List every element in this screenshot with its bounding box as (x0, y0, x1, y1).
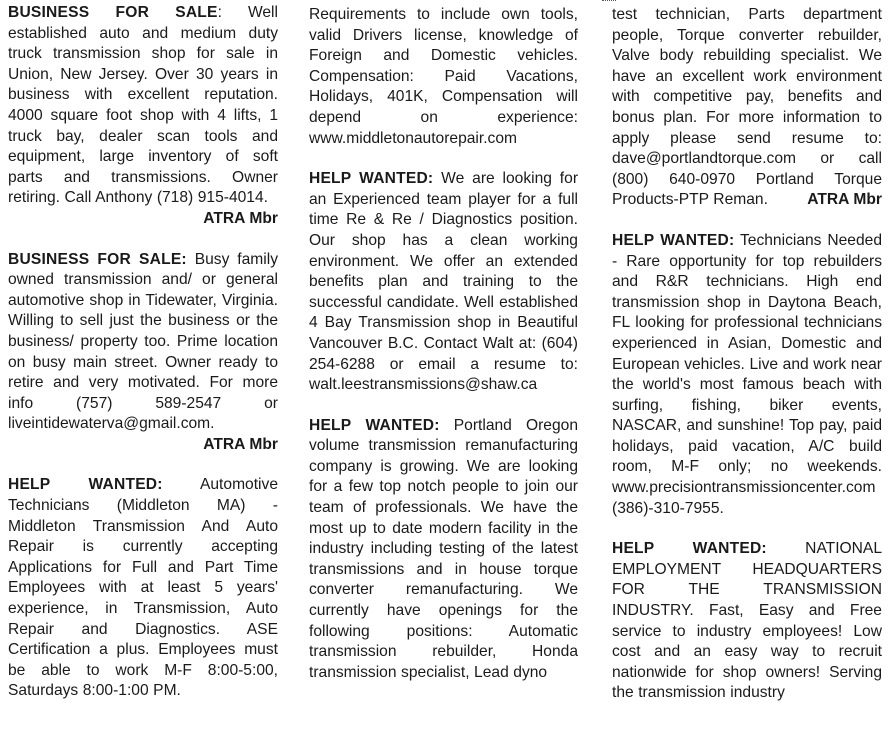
ad-body (8, 475, 278, 702)
ad-heading: HELP WANTED: (612, 540, 767, 558)
ad-text: test technician, Parts department people, Torque converter rebuilder, Valve body rebuilding specialist. We have an excellent work environment with competitive pay, benefits and bonus plan. For more information to apply please send resume to: dave@portlandtorque.com or call (800) 640-0970 Portland Torque Products-PTP Reman. (612, 6, 882, 209)
ad-heading: HELP WANTED: (309, 416, 440, 434)
ad-help-wanted-middleton (8, 475, 278, 702)
atra-member-badge: ATRA Mbr (203, 209, 278, 227)
ad-help-wanted-middleton-continued (309, 5, 578, 149)
ad-body (309, 5, 578, 149)
ad-text: Automotive Technicians (Middleton MA) - Middleton Transmission And Auto Repair is currently accepting Applications for Full and Part Time Employees with at least 5 years' experience, in Transmission, Auto Repair and Diagnostics. ASE Certification a plus. Employees must be able to work M-F 8:00-5:00, Saturdays 8:00-1:00 PM. (8, 476, 278, 700)
ad-body (309, 416, 578, 684)
ad-text: : Well established auto and medium duty truck transmission shop for sale in Union, New Jersey. Over 30 years in business with excellent reputation. 4000 square foot shop with 4 lifts, 1 truck bay, dealer scan tools and equipment, large inventory of soft parts and transmissions. Owner retiring. Call Anthony (718) 915-4014. (8, 4, 278, 207)
ad-help-wanted-portland (309, 416, 578, 684)
ad-text: We are looking for an Experienced team player for a full time Re & Re / Diagnostics position. Our shop has a clean working environment. We offer an extended benefits plan and training to the successful candidate. Well established 4 Bay Transmission shop in Beautiful Vancouver B.C. Contact Walt at: (604) 254-6288 or email a resume to: walt.leestransmissions@shaw.ca (309, 170, 579, 394)
ad-heading: BUSINESS FOR SALE: (8, 250, 187, 268)
atra-member-badge: ATRA Mbr (807, 191, 882, 209)
ad-help-wanted-daytona (612, 231, 882, 519)
column-divider-mark (602, 0, 616, 2)
ad-body (612, 5, 882, 211)
ad-text: Portland Oregon volume transmission remanufacturing company is growing. We are looking for a few top notch people to join our team of professionals. We have the most up to date modern facility in the industry including testing of the latest transmissions and in house torque converter remanufacturing. We currently have openings for the following positions: Automatic transmission rebuilder, Honda transmission specialist, Lead dyno (309, 416, 578, 681)
ad-heading: HELP WANTED: (309, 170, 434, 188)
ads-column-2 (309, 5, 578, 703)
ad-heading: HELP WANTED: (612, 231, 735, 249)
ad-help-wanted-vancouver (309, 169, 578, 396)
ad-heading: HELP WANTED: (8, 476, 163, 494)
ad-heading: BUSINESS FOR SALE (8, 4, 218, 21)
ads-column-3 (612, 5, 882, 724)
ad-business-for-sale-union-nj (8, 3, 278, 230)
ad-help-wanted-portland-continued (612, 5, 882, 211)
ad-text: Technicians Needed - Rare opportunity for top rebuilders and R&R technicians. High end transmission shop in Daytona Beach, FL looking for professional technicians experienced in Asian, Domestic and European vehicles. Live and work near the world's most famous beach with surfing, fishing, biker events, NASCAR, and sunshine! Top pay, paid holidays, paid vacation, A/C build room, M-F only; no weekends. www.precisiontransmissioncenter.com (386)-310-7955. (612, 231, 882, 517)
ads-column-1 (8, 3, 278, 722)
ad-help-wanted-national-employment (612, 539, 882, 704)
ad-body (8, 3, 278, 227)
ad-body (309, 169, 578, 396)
ad-business-for-sale-tidewater (8, 250, 278, 456)
ad-text: Busy family owned transmission and/ or general automotive shop in Tidewater, Virginia. Willing to sell just the business or the business/ property too. Prime location on busy main street. Owner ready to retire and very motivated. For more info (757) 589-2547 or liveintidewaterva@gmail.com. (8, 250, 278, 433)
ad-text: Requirements to include own tools, valid Drivers license, knowledge of Foreign and Domestic vehicles. Compensation: Paid Vacations, Holidays, 401K, Compensation will depend on experience: www.middletonautorepair.com (309, 6, 578, 147)
atra-member-badge: ATRA Mbr (203, 435, 278, 453)
ad-body (8, 250, 278, 435)
ad-body (612, 539, 882, 704)
ad-text: NATIONAL EMPLOYMENT HEADQUARTERS FOR THE TRANSMISSION INDUSTRY. Fast, Easy and Free service to industry employees! Low cost and an easy way to recruit nationwide for shop owners! Serving the transmission industry (612, 540, 883, 702)
ad-body (612, 231, 882, 519)
